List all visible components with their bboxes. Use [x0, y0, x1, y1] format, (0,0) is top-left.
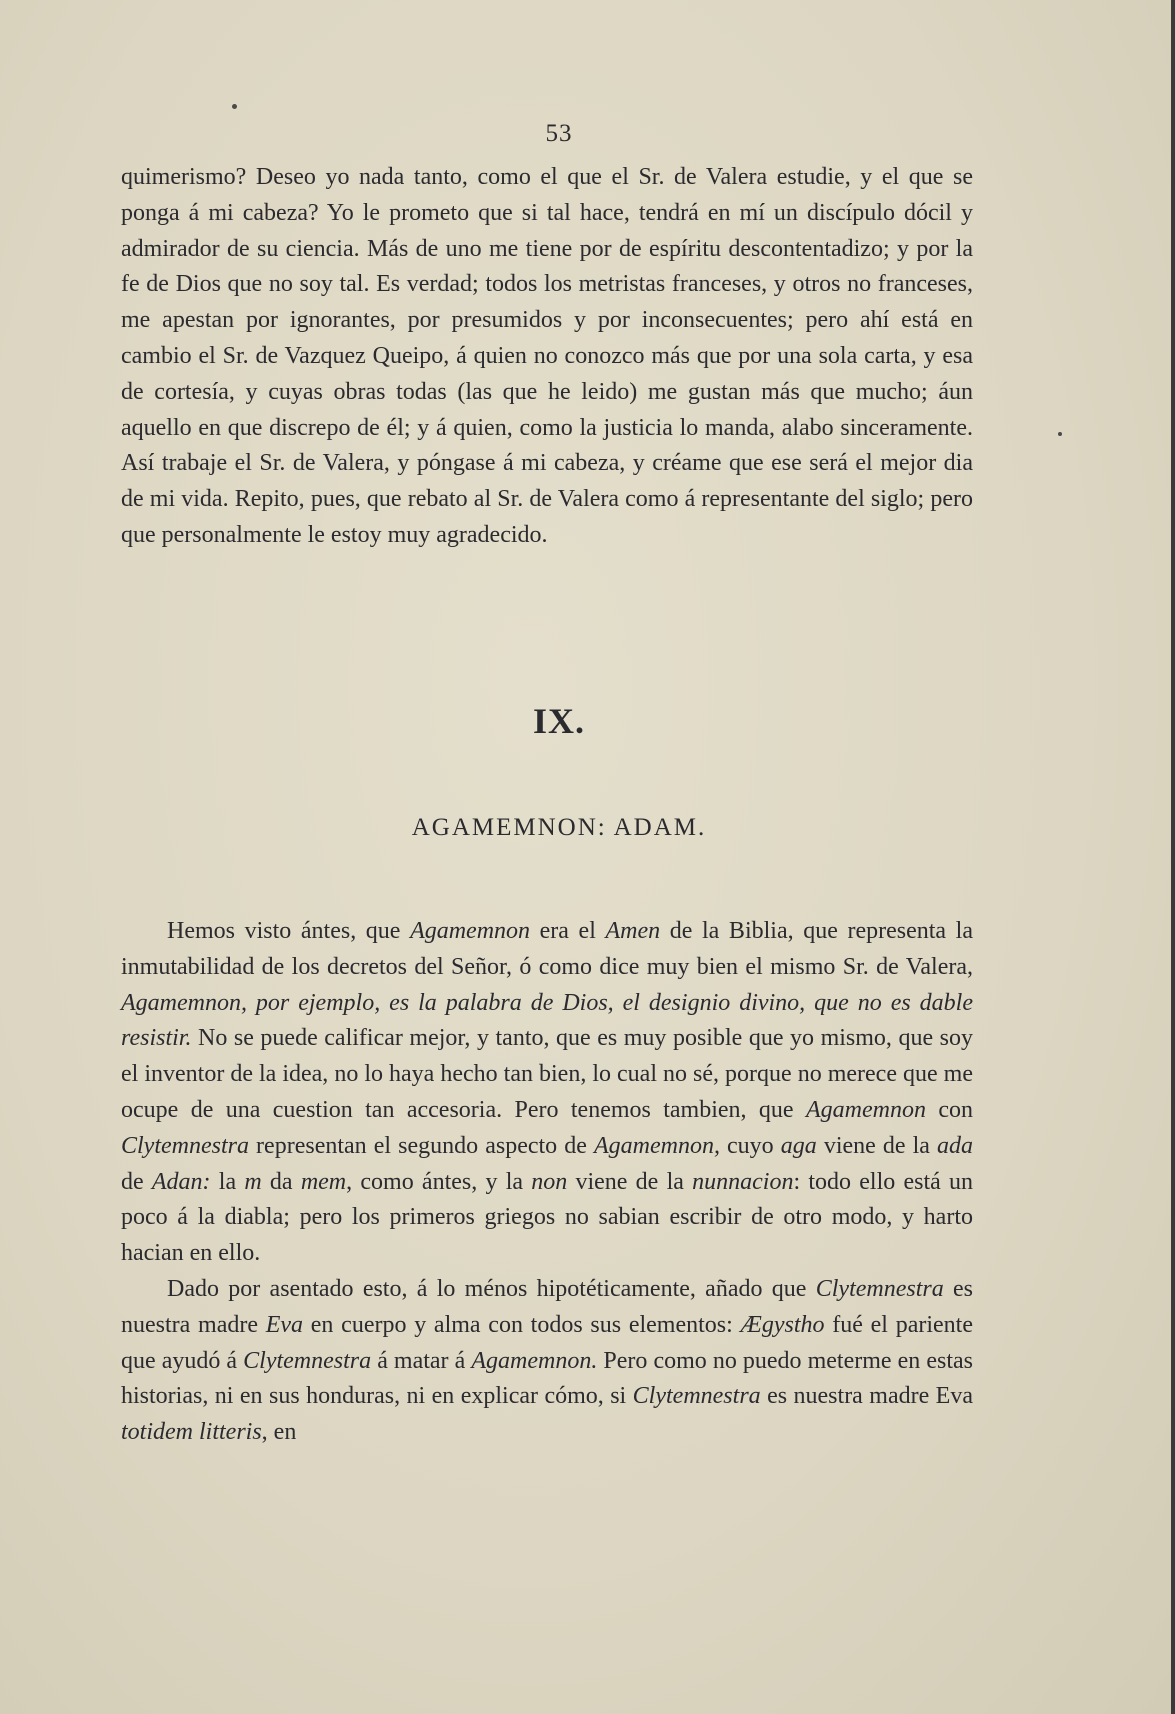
italic-text: Clytemnestra: [632, 1383, 761, 1410]
italic-text: Eva: [265, 1311, 304, 1338]
italic-text: Agamemnon,: [593, 1132, 720, 1159]
italic-text: Agamemnon: [805, 1096, 926, 1123]
text-block-top: [121, 160, 973, 554]
italic-text: Amen: [605, 918, 661, 944]
italic-text: Adan:: [151, 1168, 211, 1195]
paragraph: Dado por asentado esto, á lo ménos hipotéticamente, añado que Clytemnestra es nuestra madre Eva en cuerpo y alma con todos sus elementos: Ægystho fué el pariente que ayudó á Clytemnestra á matar á Agamemnon. Pero como no puedo meterme en estas historias, ni en sus honduras, ni en explicar cómo, si Clytemnestra es nuestra madre Eva totidem litteris, en: [121, 1275, 974, 1446]
chapter-number: IX.: [532, 701, 585, 741]
ink-speck: [232, 104, 237, 109]
italic-text: nunnacion: [692, 1168, 794, 1195]
italic-text: Agamemnon.: [471, 1347, 598, 1374]
page-edge-shadow: [1171, 0, 1175, 1714]
italic-text: ada: [937, 1132, 974, 1159]
italic-text: mem: [300, 1168, 347, 1195]
italic-text: Clytemnestra: [243, 1347, 372, 1374]
paragraph: Hemos visto ántes, que Agamemnon era el Amen de la Biblia, que representa la inmutabilidad de los decretos del Señor, ó como dice muy bien el mismo Sr. de Valera, Agamemnon, por ejemplo, es la palabra de Dios, el designio divino, que no es dable resistir. No se puede calificar mejor, y tanto, que es muy posible que yo mismo, que soy el inventor de la idea, no lo haya hecho tan bien, lo cual no sé, porque no merece que me ocupe de una cuestion tan accesoria. Pero tenemos tambien, que Agamemnon con Clytemnestra representan el segundo aspecto de Agamemnon, cuyo aga viene de la ada de Adan: la m da mem, como ántes, y la non viene de la nunnacion: todo ello está un poco á la diabla; pero los primeros griegos no sabian escribir de otro modo, y harto hacian en ello.: [121, 918, 974, 1267]
ink-speck: [1058, 432, 1062, 436]
italic-text: Agamemnon, por ejemplo, es la palabra de Dios, el designio divino, que no es dable resistir.: [121, 989, 973, 1052]
italic-text: Clytemnestra: [815, 1275, 944, 1302]
italic-text: aga: [780, 1132, 817, 1159]
italic-text: m: [244, 1168, 262, 1195]
chapter-title: AGAMEMNON: ADAM.: [411, 814, 707, 841]
italic-text: Agamemnon: [410, 918, 531, 944]
italic-text: Ægystho: [740, 1311, 825, 1338]
italic-text: non: [531, 1168, 568, 1195]
text-block-bottom: [121, 914, 973, 1451]
italic-text: totidem litteris: [121, 1419, 262, 1446]
page-number: 53: [545, 120, 573, 147]
paragraph: quimerismo? Deseo yo nada tanto, como el que el Sr. de Valera estudie, y el que se ponga á mi cabeza? Yo le prometo que si tal hace, tendrá en mí un discípulo dócil y admirador de su ciencia. Más de uno me tiene por de espíritu descontentadizo; y por la fe de Dios que no soy tal. Es verdad; todos los metristas franceses, y otros no franceses, me apestan por ignorantes, por presumidos y por inconsecuentes; pero ahí está en cambio el Sr. de Vazquez Queipo, á quien no conozco más que por una sola carta, y esa de cortesía, y cuyas obras todas (las que he leido) me gustan más que mucho; áun aquello en que discrepo de él; y á quien, como la justicia lo manda, alabo sinceramente. Así trabaje el Sr. de Valera, y póngase á mi cabeza, y créame que ese será el mejor dia de mi vida. Repito, pues, que rebato al Sr. de Valera como á representante del siglo; pero que personalmente le estoy muy agradecido.: [121, 164, 973, 548]
italic-text: Clytemnestra: [121, 1132, 249, 1159]
